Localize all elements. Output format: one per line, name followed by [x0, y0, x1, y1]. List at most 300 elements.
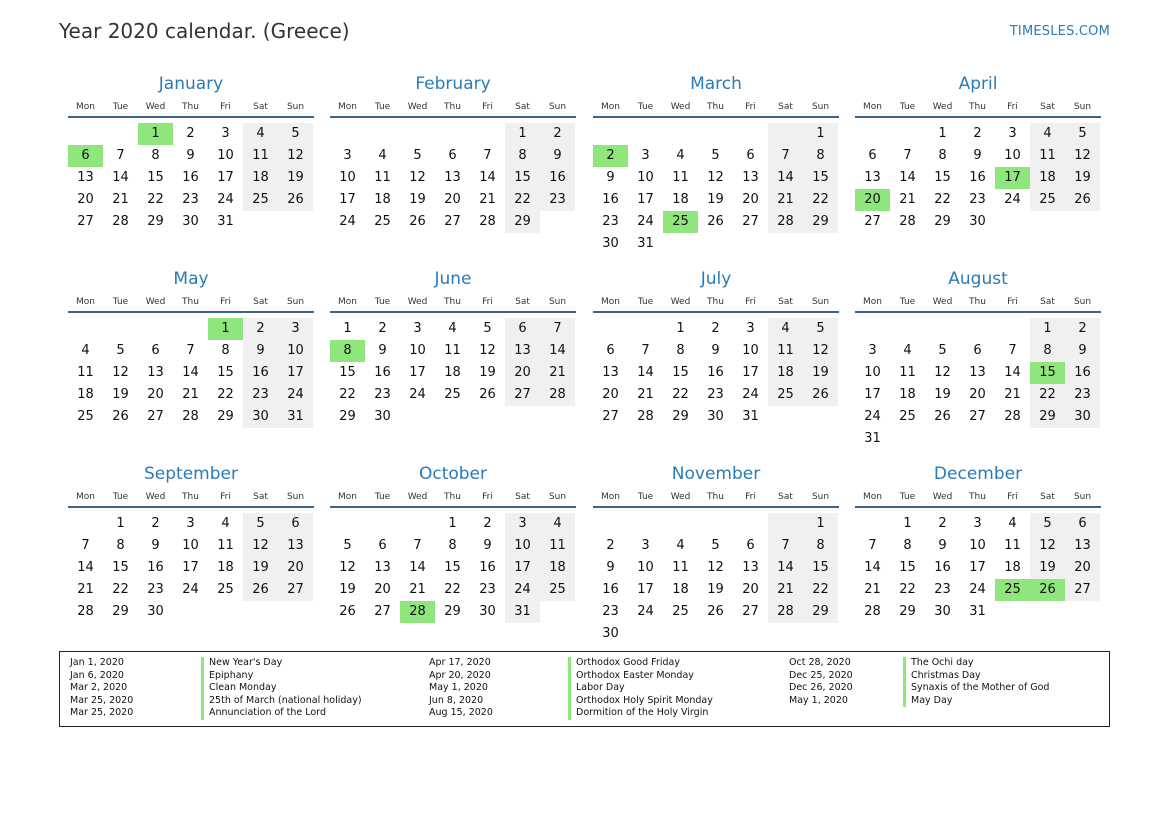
day-cell: 1 — [903, 516, 912, 531]
empty-cell — [628, 318, 663, 340]
day-cell: 25 — [77, 409, 94, 424]
holiday-names-col-1 — [201, 657, 362, 720]
empty-cell — [400, 406, 435, 428]
day-cell: 25 — [1030, 189, 1065, 211]
weekday-label: Sat — [778, 492, 793, 502]
day-cell: 12 — [278, 145, 313, 167]
day-cell: 30 — [243, 406, 278, 428]
empty-cell — [243, 601, 278, 623]
weekday-label: Fri — [482, 492, 493, 502]
day-cell: 7 — [903, 148, 912, 163]
day-cell: 23 — [540, 189, 575, 211]
day-cell: 4 — [676, 148, 685, 163]
day-cell: 16 — [540, 167, 575, 189]
day-cell: 6 — [1065, 513, 1100, 535]
holiday-name: Christmas Day — [903, 670, 1049, 683]
day-cell: 12 — [409, 170, 426, 185]
day-cell: 16 — [147, 560, 164, 575]
empty-cell — [505, 406, 540, 428]
empty-cell — [628, 513, 663, 535]
day-cell: 17 — [742, 365, 759, 380]
day-cell: 5 — [1065, 123, 1100, 145]
day-cell: 18 — [217, 560, 234, 575]
day-cell: 28 — [864, 604, 881, 619]
weekday-label: Sat — [778, 102, 793, 112]
day-cell: 24 — [1004, 192, 1021, 207]
day-cell: 25 — [243, 189, 278, 211]
holiday-name: Synaxis of the Mother of God — [903, 682, 1049, 695]
empty-cell — [68, 513, 103, 535]
day-cell: 15 — [444, 560, 461, 575]
day-cell: 16 — [934, 560, 951, 575]
weekday-label: Fri — [1007, 492, 1018, 502]
day-cell: 14 — [768, 557, 803, 579]
empty-cell — [855, 513, 890, 535]
weekday-label: Fri — [1007, 297, 1018, 307]
month-april — [855, 76, 1101, 233]
weekday-label: Sun — [286, 492, 305, 502]
day-cell: 12 — [479, 343, 496, 358]
day-cell: 29 — [505, 211, 540, 233]
empty-cell — [208, 601, 243, 623]
day-cell: 30 — [147, 604, 164, 619]
header-divider — [68, 116, 314, 118]
day-cell: 26 — [278, 189, 313, 211]
day-cell: 7 — [483, 148, 492, 163]
day-cell: 2 — [483, 516, 492, 531]
day-cell: 3 — [973, 516, 982, 531]
day-cell: 26 — [934, 409, 951, 424]
day-cell: 23 — [479, 582, 496, 597]
day-cell: 2 — [186, 126, 195, 141]
day-cell: 29 — [672, 409, 689, 424]
day-cell: 30 — [969, 214, 986, 229]
day-cell: 1 — [938, 126, 947, 141]
day-cell: 23 — [969, 192, 986, 207]
day-cell: 8 — [505, 145, 540, 167]
weekday-label: Fri — [745, 297, 756, 307]
day-cell: 28 — [768, 601, 803, 623]
day-cell: 20 — [742, 192, 759, 207]
day-cell: 27 — [374, 604, 391, 619]
holiday-date: Apr 17, 2020 — [429, 657, 491, 668]
day-cell: 8 — [803, 145, 838, 167]
day-cell: 7 — [641, 343, 650, 358]
day-cell: 9 — [1065, 340, 1100, 362]
day-cell: 1 — [1030, 318, 1065, 340]
holiday-date: Jan 1, 2020 — [70, 657, 124, 668]
day-cell: 18 — [768, 362, 803, 384]
weekday-label: Tue — [374, 297, 391, 307]
day-cell: 1 — [208, 318, 243, 340]
site-link[interactable]: TIMESLES.COM — [1009, 24, 1110, 39]
day-cell: 15 — [803, 557, 838, 579]
weekday-header — [68, 294, 314, 310]
day-cell: 29 — [1030, 406, 1065, 428]
day-cell: 1 — [505, 123, 540, 145]
day-cell: 5 — [483, 321, 492, 336]
day-cell: 14 — [479, 170, 496, 185]
day-cell: 13 — [602, 365, 619, 380]
header-divider — [855, 506, 1101, 508]
holiday-date: Mar 2, 2020 — [70, 682, 128, 694]
day-cell: 10 — [339, 170, 356, 185]
day-cell: 14 — [182, 365, 199, 380]
weekday-label: Tue — [112, 102, 129, 112]
weekday-label: Mon — [863, 102, 882, 112]
day-grid — [593, 123, 839, 255]
weekday-label: Wed — [670, 297, 691, 307]
holiday-names-col-2 — [568, 657, 713, 720]
day-cell: 7 — [1008, 343, 1017, 358]
day-cell: 7 — [186, 343, 195, 358]
day-grid — [68, 318, 314, 428]
day-cell: 1 — [138, 123, 173, 145]
day-cell: 9 — [540, 145, 575, 167]
weekday-label: Tue — [899, 297, 916, 307]
weekday-label: Tue — [637, 492, 654, 502]
day-cell: 26 — [707, 604, 724, 619]
empty-cell — [628, 623, 663, 645]
empty-cell — [768, 513, 803, 535]
day-cell: 12 — [934, 365, 951, 380]
day-cell: 22 — [803, 579, 838, 601]
day-cell: 13 — [374, 560, 391, 575]
day-cell: 13 — [505, 340, 540, 362]
weekday-label: Mon — [338, 102, 357, 112]
holiday-name: Orthodox Easter Monday — [568, 670, 713, 683]
empty-cell — [470, 123, 505, 145]
weekday-label: Sun — [548, 297, 567, 307]
day-cell: 26 — [1030, 579, 1065, 601]
weekday-label: Fri — [482, 102, 493, 112]
empty-cell — [330, 513, 365, 535]
empty-cell — [663, 513, 698, 535]
day-cell: 22 — [1030, 384, 1065, 406]
day-cell: 2 — [151, 516, 160, 531]
day-grid — [855, 513, 1101, 623]
weekday-label: Sun — [1073, 102, 1092, 112]
empty-cell — [435, 406, 470, 428]
day-cell: 20 — [444, 192, 461, 207]
day-cell: 30 — [374, 409, 391, 424]
empty-cell — [1065, 601, 1100, 623]
day-cell: 6 — [378, 538, 387, 553]
empty-cell — [733, 623, 768, 645]
day-cell: 23 — [147, 582, 164, 597]
day-cell: 27 — [602, 409, 619, 424]
empty-cell — [1030, 211, 1065, 233]
empty-cell — [733, 233, 768, 255]
day-cell: 11 — [374, 170, 391, 185]
day-cell: 2 — [243, 318, 278, 340]
day-cell: 20 — [77, 192, 94, 207]
day-cell: 24 — [742, 387, 759, 402]
day-cell: 10 — [864, 365, 881, 380]
empty-cell — [995, 318, 1030, 340]
day-cell: 11 — [444, 343, 461, 358]
holiday-name: Clean Monday — [201, 682, 362, 695]
day-cell: 24 — [637, 214, 654, 229]
empty-cell — [470, 406, 505, 428]
day-cell: 27 — [1065, 579, 1100, 601]
month-august — [855, 271, 1101, 450]
day-cell: 31 — [217, 214, 234, 229]
holiday-name: New Year's Day — [201, 657, 362, 670]
day-cell: 27 — [742, 604, 759, 619]
day-cell: 20 — [969, 387, 986, 402]
day-cell: 16 — [602, 582, 619, 597]
day-cell: 29 — [339, 409, 356, 424]
day-cell: 22 — [339, 387, 356, 402]
weekday-label: Thu — [969, 102, 986, 112]
month-title: June — [434, 269, 472, 289]
day-cell: 28 — [1004, 409, 1021, 424]
day-cell: 5 — [343, 538, 352, 553]
weekday-label: Sat — [1040, 492, 1055, 502]
month-title: April — [958, 74, 998, 94]
weekday-label: Wed — [145, 492, 166, 502]
month-title: May — [173, 269, 209, 289]
day-cell: 19 — [112, 387, 129, 402]
day-cell: 14 — [77, 560, 94, 575]
day-cell: 30 — [1065, 406, 1100, 428]
day-cell: 4 — [903, 343, 912, 358]
day-cell: 11 — [1030, 145, 1065, 167]
empty-cell — [960, 428, 995, 450]
day-cell: 25 — [663, 211, 698, 233]
day-grid — [330, 123, 576, 233]
weekday-label: Sat — [515, 102, 530, 112]
weekday-label: Mon — [338, 297, 357, 307]
weekday-label: Wed — [670, 492, 691, 502]
weekday-label: Wed — [407, 102, 428, 112]
day-cell: 7 — [81, 538, 90, 553]
holiday-date: May 1, 2020 — [789, 694, 848, 706]
weekday-label: Mon — [863, 492, 882, 502]
weekday-header — [593, 294, 839, 310]
weekday-label: Mon — [601, 102, 620, 112]
weekday-label: Wed — [932, 102, 953, 112]
day-cell: 31 — [969, 604, 986, 619]
day-cell: 24 — [182, 582, 199, 597]
day-cell: 5 — [1030, 513, 1065, 535]
empty-cell — [890, 318, 925, 340]
weekday-label: Wed — [145, 102, 166, 112]
weekday-label: Wed — [932, 492, 953, 502]
day-cell: 6 — [746, 538, 755, 553]
weekday-label: Fri — [220, 492, 231, 502]
holiday-name: Annunciation of the Lord — [201, 707, 362, 720]
day-cell: 27 — [969, 409, 986, 424]
empty-cell — [1065, 428, 1100, 450]
weekday-label: Thu — [969, 297, 986, 307]
day-cell: 19 — [278, 167, 313, 189]
day-cell: 9 — [606, 560, 615, 575]
day-cell: 19 — [1030, 557, 1065, 579]
weekday-label: Thu — [444, 492, 461, 502]
day-cell: 25 — [768, 384, 803, 406]
day-cell: 18 — [1030, 167, 1065, 189]
empty-cell — [593, 513, 628, 535]
weekday-label: Wed — [932, 297, 953, 307]
day-cell: 16 — [1065, 362, 1100, 384]
empty-cell — [855, 318, 890, 340]
day-cell: 16 — [969, 170, 986, 185]
weekday-label: Thu — [444, 102, 461, 112]
weekday-label: Thu — [707, 492, 724, 502]
day-cell: 11 — [77, 365, 94, 380]
holiday-date: May 1, 2020 — [429, 682, 488, 694]
day-cell: 2 — [540, 123, 575, 145]
day-cell: 25 — [995, 579, 1030, 601]
day-cell: 3 — [221, 126, 230, 141]
day-cell: 11 — [1004, 538, 1021, 553]
day-cell: 23 — [934, 582, 951, 597]
weekday-label: Sat — [778, 297, 793, 307]
day-cell: 3 — [1008, 126, 1017, 141]
day-cell: 25 — [444, 387, 461, 402]
day-grid — [855, 318, 1101, 450]
day-cell: 15 — [339, 365, 356, 380]
holiday-name: Epiphany — [201, 670, 362, 683]
day-cell: 1 — [116, 516, 125, 531]
day-cell: 6 — [505, 318, 540, 340]
day-grid — [593, 513, 839, 645]
day-cell: 10 — [637, 560, 654, 575]
day-cell: 9 — [378, 343, 387, 358]
day-cell: 13 — [864, 170, 881, 185]
header-divider — [593, 506, 839, 508]
weekday-label: Mon — [76, 102, 95, 112]
empty-cell — [68, 123, 103, 145]
day-cell: 20 — [374, 582, 391, 597]
day-cell: 29 — [217, 409, 234, 424]
day-cell: 29 — [444, 604, 461, 619]
day-cell: 28 — [768, 211, 803, 233]
day-cell: 5 — [711, 538, 720, 553]
holiday-date: Jan 6, 2020 — [70, 669, 124, 681]
day-cell: 27 — [505, 384, 540, 406]
day-cell: 2 — [938, 516, 947, 531]
empty-cell — [995, 601, 1030, 623]
day-cell: 19 — [934, 387, 951, 402]
day-cell: 18 — [374, 192, 391, 207]
weekday-header — [855, 489, 1101, 505]
day-cell: 3 — [343, 148, 352, 163]
day-cell: 10 — [217, 148, 234, 163]
day-cell: 25 — [899, 409, 916, 424]
day-cell: 17 — [864, 387, 881, 402]
day-cell: 17 — [505, 557, 540, 579]
day-cell: 22 — [803, 189, 838, 211]
day-cell: 9 — [606, 170, 615, 185]
day-cell: 18 — [540, 557, 575, 579]
day-cell: 19 — [409, 192, 426, 207]
empty-cell — [1065, 211, 1100, 233]
day-cell: 22 — [444, 582, 461, 597]
empty-cell — [768, 623, 803, 645]
month-title: July — [700, 269, 732, 289]
day-cell: 19 — [803, 362, 838, 384]
day-cell: 28 — [77, 604, 94, 619]
empty-cell — [803, 233, 838, 255]
weekday-label: Sat — [253, 102, 268, 112]
weekday-header — [330, 294, 576, 310]
weekday-label: Tue — [637, 297, 654, 307]
day-cell: 9 — [938, 538, 947, 553]
day-cell: 17 — [969, 560, 986, 575]
empty-cell — [278, 211, 313, 233]
day-cell: 31 — [278, 406, 313, 428]
empty-cell — [663, 123, 698, 145]
empty-cell — [540, 406, 575, 428]
day-cell: 4 — [676, 538, 685, 553]
day-cell: 21 — [637, 387, 654, 402]
empty-cell — [435, 123, 470, 145]
month-december — [855, 466, 1101, 623]
day-cell: 10 — [742, 343, 759, 358]
day-cell: 30 — [602, 626, 619, 641]
weekday-label: Tue — [637, 102, 654, 112]
day-grid — [68, 513, 314, 623]
day-cell: 22 — [112, 582, 129, 597]
day-cell: 4 — [378, 148, 387, 163]
day-cell: 27 — [864, 214, 881, 229]
day-cell: 5 — [278, 123, 313, 145]
day-cell: 24 — [864, 409, 881, 424]
day-cell: 26 — [707, 214, 724, 229]
day-cell: 14 — [899, 170, 916, 185]
day-cell: 7 — [116, 148, 125, 163]
day-cell: 24 — [217, 192, 234, 207]
holiday-date: Dec 26, 2020 — [789, 682, 853, 694]
weekday-label: Sat — [253, 492, 268, 502]
header-divider — [68, 506, 314, 508]
day-cell: 16 — [374, 365, 391, 380]
weekday-label: Fri — [745, 492, 756, 502]
day-cell: 20 — [602, 387, 619, 402]
weekday-label: Fri — [220, 297, 231, 307]
day-cell: 24 — [339, 214, 356, 229]
weekday-header — [855, 99, 1101, 115]
weekday-label: Wed — [670, 102, 691, 112]
day-cell: 12 — [1030, 535, 1065, 557]
day-cell: 4 — [768, 318, 803, 340]
empty-cell — [663, 623, 698, 645]
day-cell: 3 — [746, 321, 755, 336]
month-september — [68, 466, 314, 623]
day-cell: 14 — [409, 560, 426, 575]
day-cell: 11 — [243, 145, 278, 167]
weekday-label: Thu — [182, 297, 199, 307]
empty-cell — [925, 318, 960, 340]
day-cell: 23 — [602, 604, 619, 619]
empty-cell — [278, 601, 313, 623]
weekday-label: Mon — [863, 297, 882, 307]
day-cell: 23 — [602, 214, 619, 229]
day-cell: 3 — [505, 513, 540, 535]
month-march — [593, 76, 839, 255]
day-cell: 13 — [147, 365, 164, 380]
weekday-header — [593, 99, 839, 115]
day-cell: 2 — [593, 145, 628, 167]
day-cell: 28 — [899, 214, 916, 229]
weekday-label: Sun — [811, 102, 830, 112]
weekday-header — [330, 99, 576, 115]
weekday-label: Tue — [112, 297, 129, 307]
day-cell: 29 — [934, 214, 951, 229]
